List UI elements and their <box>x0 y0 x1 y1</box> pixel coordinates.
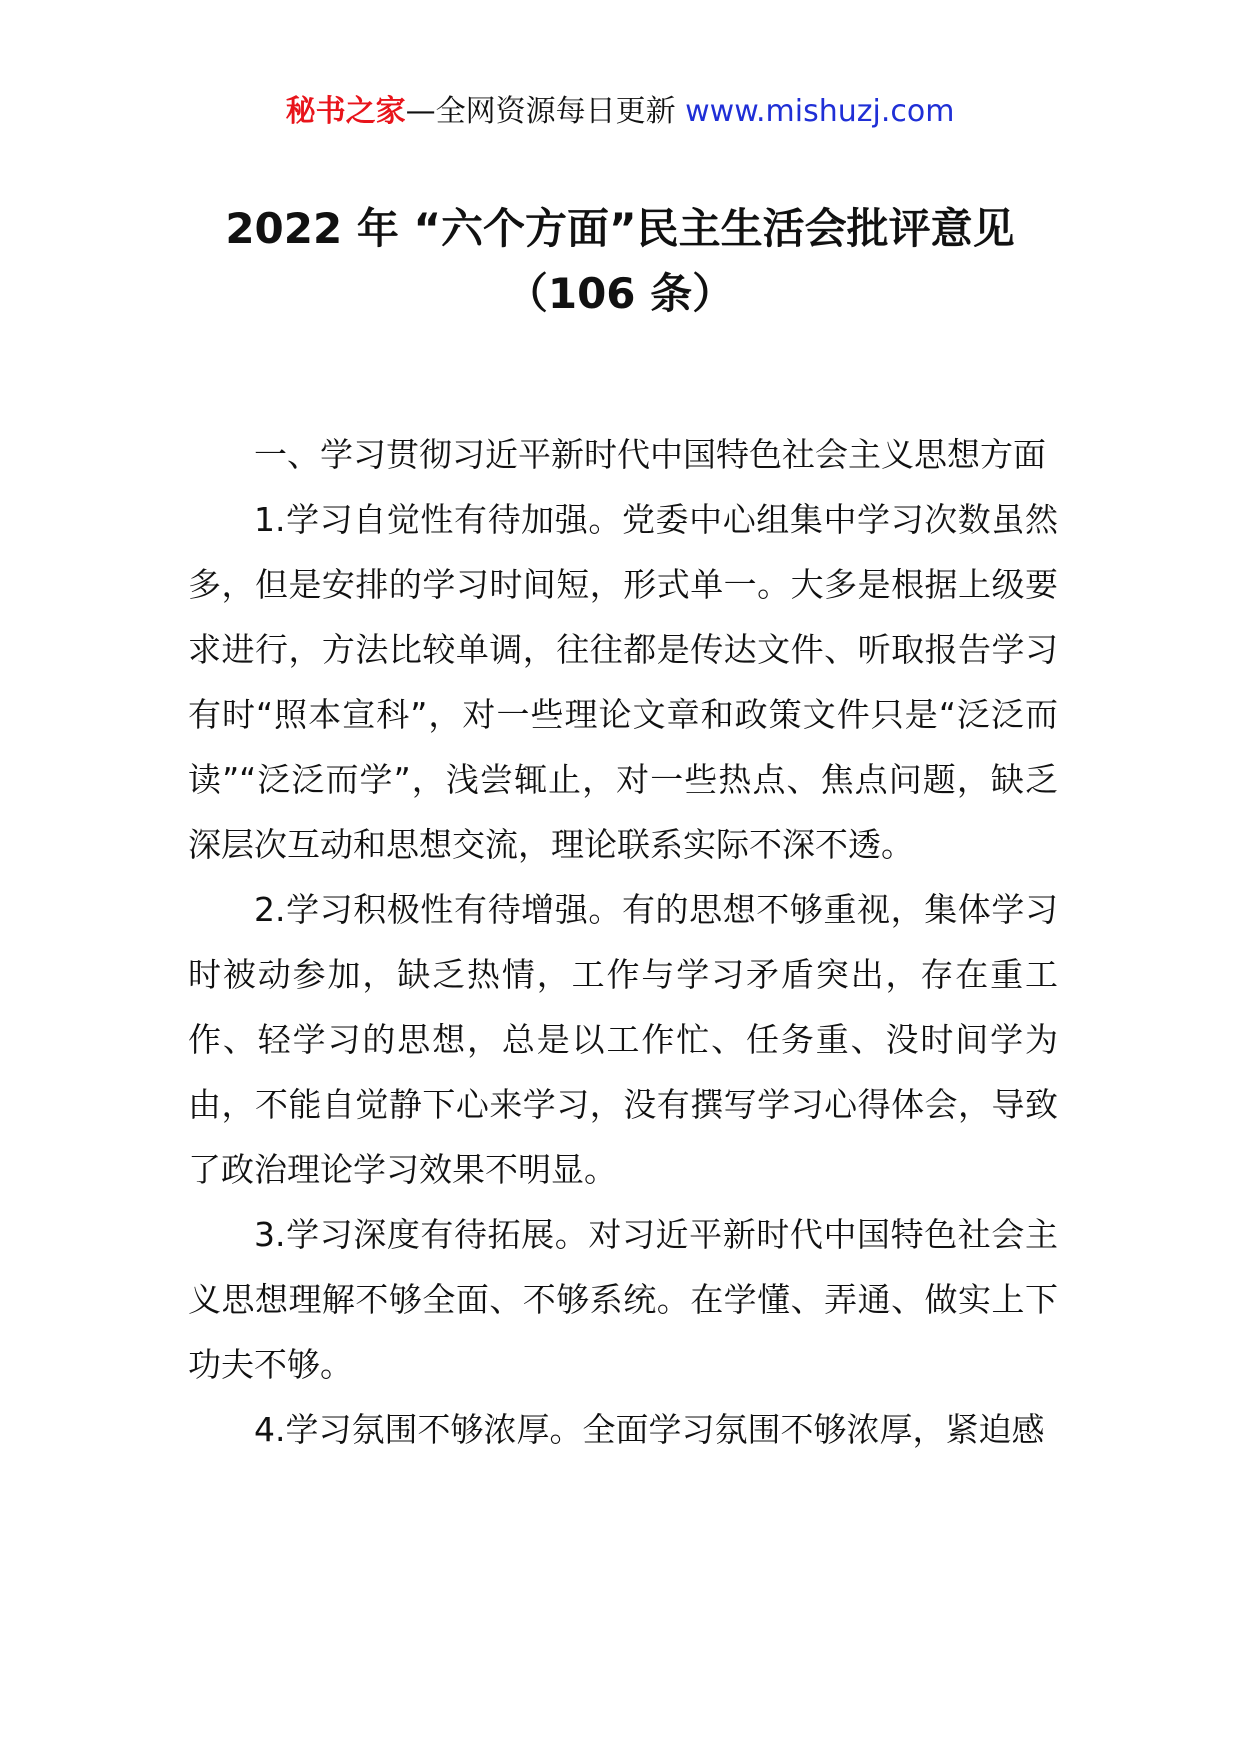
document-title-line-1: 2022 年 “六个方面”民主生活会批评意见 <box>225 204 1015 253</box>
site-brand: 秘书之家 <box>285 94 406 129</box>
document-title-line-2: （106 条） <box>505 269 735 318</box>
site-url-link[interactable]: www.mishuzj.com <box>685 94 955 129</box>
document-title <box>150 196 1090 326</box>
site-slogan: —全网资源每日更新 <box>405 94 676 129</box>
section-heading: 一、学习贯彻习近平新时代中国特色社会主义思想方面 <box>254 435 1046 474</box>
paragraph-item-2: 2.学习积极性有待增强。有的思想不够重视，集体学习时被动参加，缺乏热情，工作与学习矛盾突出，存在重工作、轻学习的思想，总是以工作忙、任务重、没时间学为由，不能自觉静下心来学习，没有撰写学习心得体会，导致了政治理论学习效果不明显。 <box>188 890 1058 1189</box>
paragraph-item-4: 4.学习氛围不够浓厚。全面学习氛围不够浓厚，紧迫感 <box>254 1410 1045 1449</box>
site-header <box>0 92 1240 132</box>
paragraph-item-3: 3.学习深度有待拓展。对习近平新时代中国特色社会主义思想理解不够全面、不够系统。在学懂、弄通、做实上下功夫不够。 <box>188 1215 1058 1384</box>
paragraph-item-1: 1.学习自觉性有待加强。党委中心组集中学习次数虽然多，但是安排的学习时间短，形式单一。大多是根据上级要求进行，方法比较单调，往往都是传达文件、听取报告学习有时“照本宣科”，对一些理论文章和政策文件只是“泛泛而读”“泛泛而学”，浅尝辄止，对一些热点、焦点问题，缺乏深层次互动和思想交流，理论联系实际不深不透。 <box>188 500 1058 864</box>
document-body <box>188 422 1058 1462</box>
